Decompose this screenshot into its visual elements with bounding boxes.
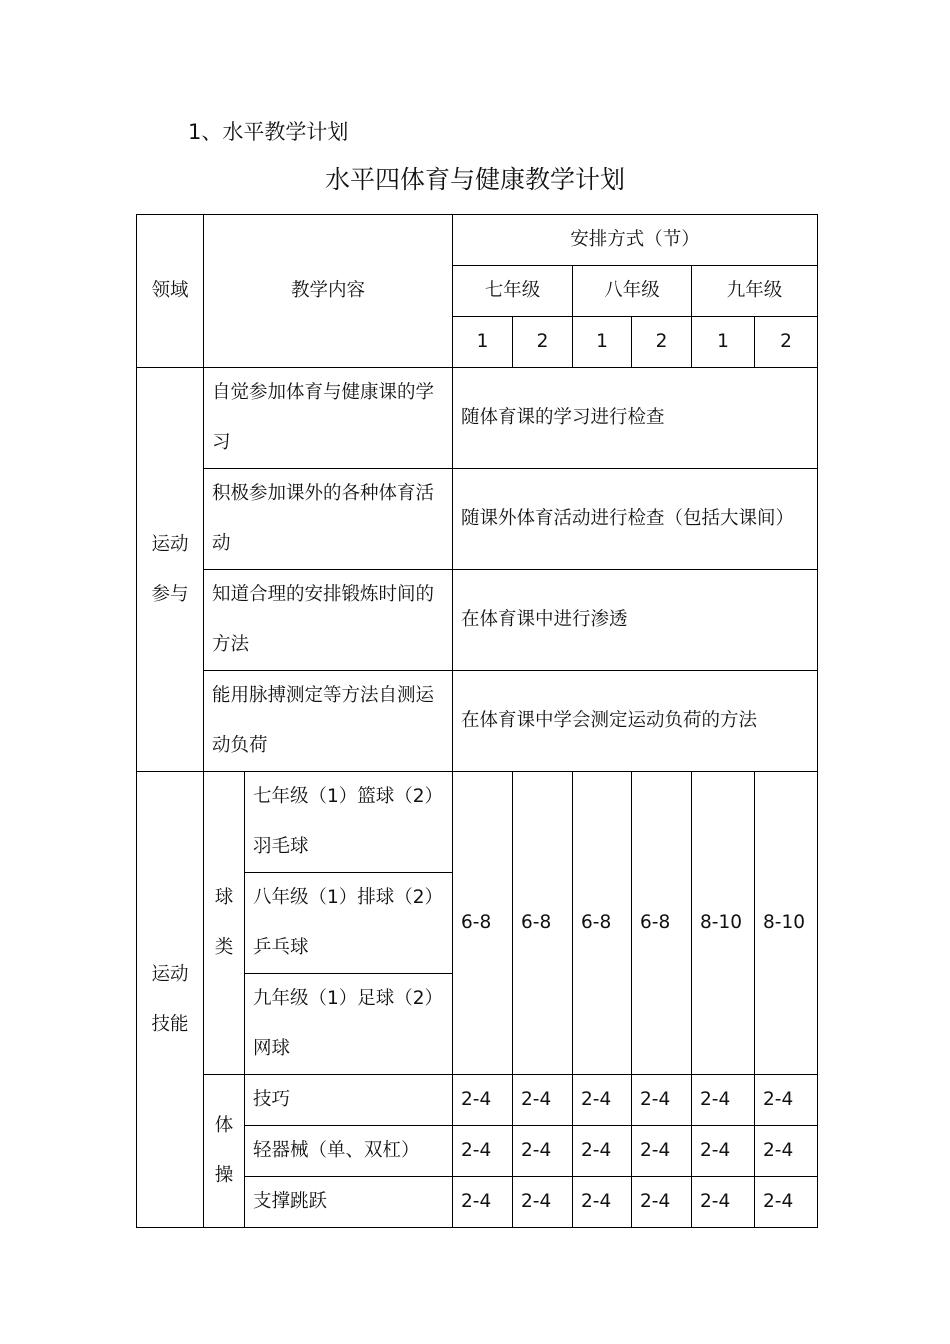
gym-value: 2-4 xyxy=(573,1177,632,1228)
ball-value: 8-10 xyxy=(755,772,818,1075)
header-content: 教学内容 xyxy=(204,215,453,368)
ball-item: 八年级（1）排球（2）乒乓球 xyxy=(245,873,453,974)
ball-item: 七年级（1）篮球（2）羽毛球 xyxy=(245,772,453,873)
gym-value: 2-4 xyxy=(573,1126,632,1177)
term-cell: 2 xyxy=(632,317,692,368)
participation-row xyxy=(137,570,818,671)
participation-content: 能用脉搏测定等方法自测运动负荷 xyxy=(204,671,453,772)
participation-content: 自觉参加体育与健康课的学习 xyxy=(204,368,453,469)
ball-value: 6-8 xyxy=(513,772,573,1075)
participation-arrangement: 在体育课中学会测定运动负荷的方法 xyxy=(453,671,818,772)
gym-value: 2-4 xyxy=(632,1126,692,1177)
gym-category-line2: 操 xyxy=(214,1165,234,1186)
ball-value: 6-8 xyxy=(573,772,632,1075)
participation-content: 积极参加课外的各种体育活动 xyxy=(204,469,453,570)
ball-item: 九年级（1）足球（2）网球 xyxy=(245,974,453,1075)
gym-value: 2-4 xyxy=(513,1126,573,1177)
term-cell: 1 xyxy=(573,317,632,368)
term-cell: 1 xyxy=(692,317,755,368)
field-participation-line2: 参与 xyxy=(151,583,189,605)
gym-category-line1: 体 xyxy=(214,1115,234,1136)
gym-value: 2-4 xyxy=(513,1075,573,1126)
ball-category-line1: 球 xyxy=(214,887,234,908)
gym-value: 2-4 xyxy=(755,1075,818,1126)
gym-category xyxy=(204,1075,245,1228)
ball-value: 6-8 xyxy=(453,772,513,1075)
participation-arrangement: 随课外体育活动进行检查（包括大课间） xyxy=(453,469,818,570)
term-cell: 2 xyxy=(755,317,818,368)
header-row-1 xyxy=(137,215,818,266)
gym-value: 2-4 xyxy=(692,1075,755,1126)
gym-value: 2-4 xyxy=(453,1177,513,1228)
section-heading: 1、水平教学计划 xyxy=(188,120,349,144)
term-cell: 2 xyxy=(513,317,573,368)
participation-row xyxy=(137,368,818,469)
header-arrangement: 安排方式（节） xyxy=(453,215,818,266)
grade-9: 九年级 xyxy=(692,266,818,317)
gym-value: 2-4 xyxy=(692,1177,755,1228)
ball-category-line2: 类 xyxy=(214,937,234,958)
gym-item: 轻器械（单、双杠） xyxy=(245,1126,453,1177)
term-cell: 1 xyxy=(453,317,513,368)
gym-item: 技巧 xyxy=(245,1075,453,1126)
gym-row xyxy=(137,1075,818,1126)
field-skills-line1: 运动 xyxy=(151,963,189,985)
participation-row xyxy=(137,671,818,772)
gym-value: 2-4 xyxy=(692,1126,755,1177)
gym-value: 2-4 xyxy=(513,1177,573,1228)
header-field: 领域 xyxy=(137,215,204,368)
participation-arrangement: 随体育课的学习进行检查 xyxy=(453,368,818,469)
ball-row xyxy=(137,772,818,873)
participation-arrangement: 在体育课中进行渗透 xyxy=(453,570,818,671)
participation-content: 知道合理的安排锻炼时间的方法 xyxy=(204,570,453,671)
ball-value: 6-8 xyxy=(632,772,692,1075)
gym-value: 2-4 xyxy=(632,1177,692,1228)
field-participation xyxy=(137,368,204,772)
ball-value: 8-10 xyxy=(692,772,755,1075)
gym-item: 支撑跳跃 xyxy=(245,1177,453,1228)
grade-7: 七年级 xyxy=(453,266,573,317)
gym-value: 2-4 xyxy=(573,1075,632,1126)
gym-value: 2-4 xyxy=(632,1075,692,1126)
field-skills xyxy=(137,772,204,1228)
grade-8: 八年级 xyxy=(573,266,692,317)
gym-value: 2-4 xyxy=(755,1177,818,1228)
gym-value: 2-4 xyxy=(453,1126,513,1177)
teaching-plan-table xyxy=(136,214,818,1228)
gym-value: 2-4 xyxy=(453,1075,513,1126)
document-title: 水平四体育与健康教学计划 xyxy=(324,165,625,194)
gym-value: 2-4 xyxy=(755,1126,818,1177)
field-skills-line2: 技能 xyxy=(151,1013,189,1035)
participation-row xyxy=(137,469,818,570)
ball-category xyxy=(204,772,245,1075)
field-participation-line1: 运动 xyxy=(151,533,189,555)
